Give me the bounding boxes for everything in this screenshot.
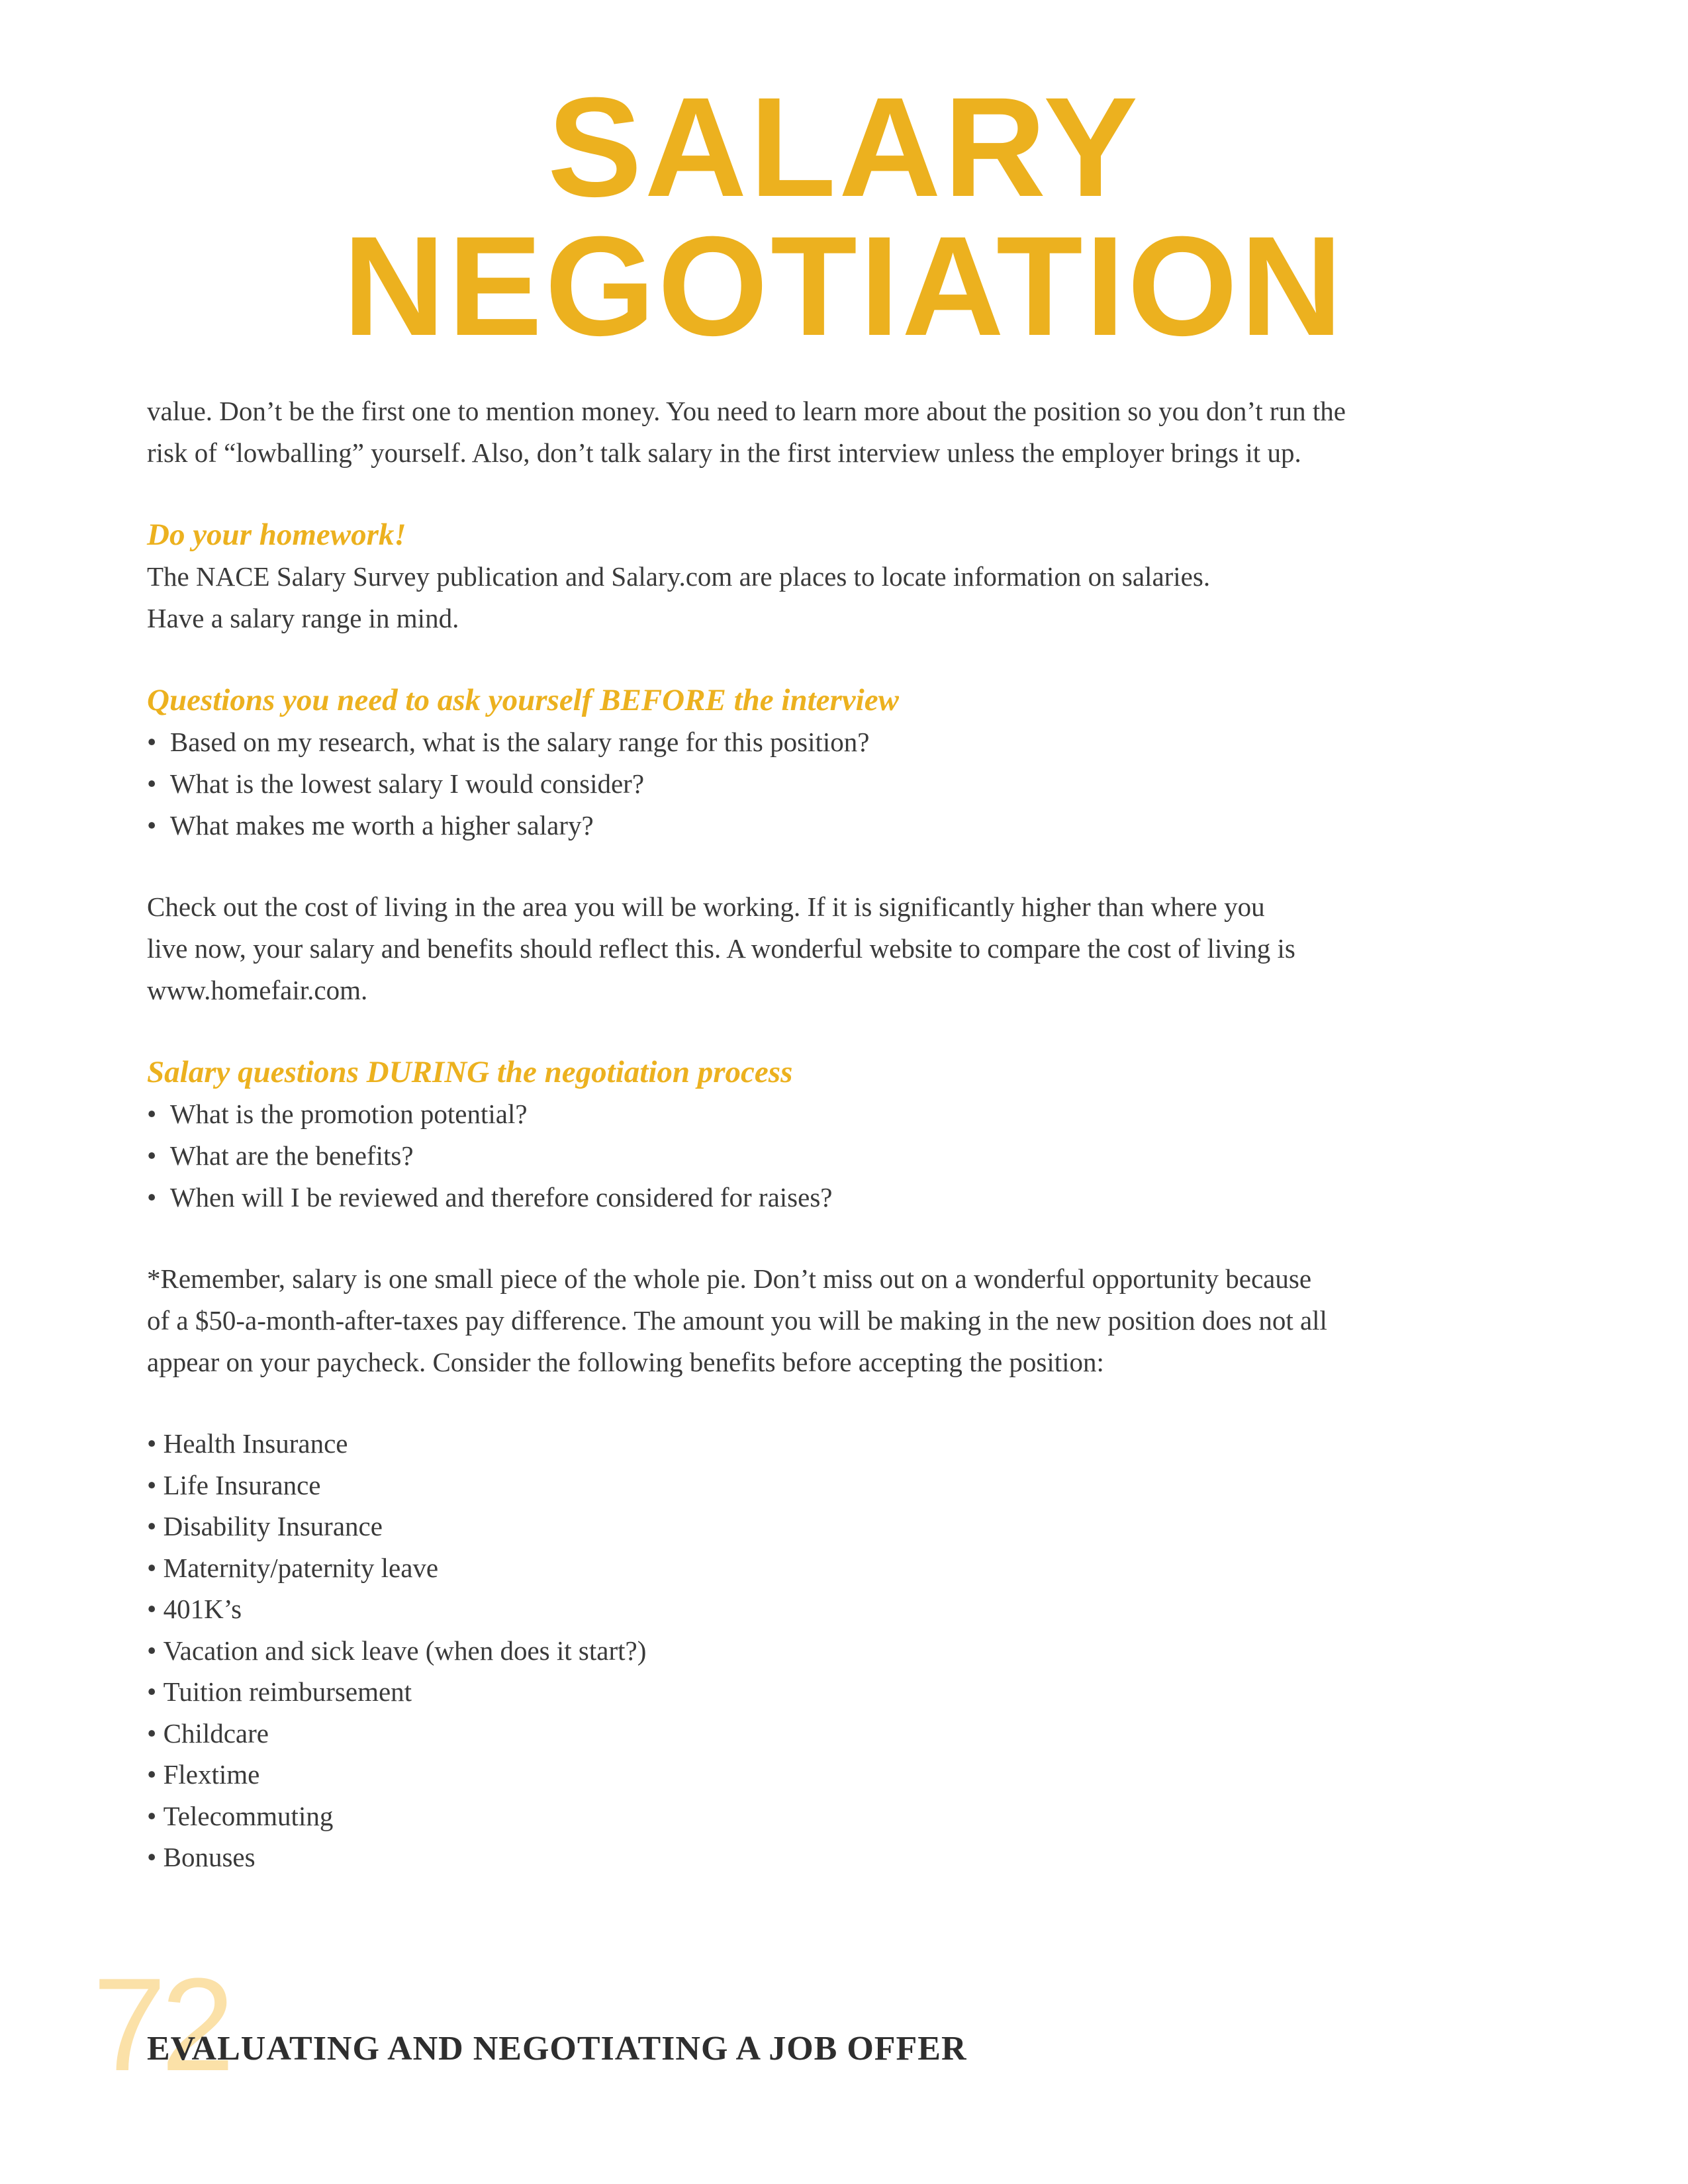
before-interview-list (147, 721, 1557, 846)
homework-line-1: The NACE Salary Survey publication and Salary.com are places to locate information on salaries. (147, 561, 1211, 592)
benefit-item: • Telecommuting (147, 1796, 1557, 1837)
benefits-list (147, 1423, 1557, 1878)
spacer (147, 1383, 1557, 1423)
list-item: • When will I be reviewed and therefore considered for raises? (147, 1177, 1557, 1218)
list-item: • What is the promotion potential? (147, 1093, 1557, 1135)
page-title-line-1: SALARY (547, 68, 1141, 226)
section-footer-title: EVALUATING AND NEGOTIATING A JOB OFFER (147, 2030, 967, 2068)
intro-line-2: risk of “lowballing” yourself. Also, don’t talk salary in the first interview unless the employer brings it up. (147, 437, 1301, 468)
benefit-item: • Life Insurance (147, 1465, 1557, 1506)
spacer (147, 474, 1557, 514)
remember-line-3: appear on your paycheck. Consider the following benefits before accepting the position: (147, 1347, 1104, 1377)
remember-section (147, 1258, 1557, 1383)
homework-section (147, 514, 1557, 639)
cost-of-living-section (147, 886, 1557, 1011)
page-title-line-2: NEGOTIATION (342, 207, 1346, 365)
cost-of-living-line-3: www.homefair.com. (147, 975, 368, 1005)
during-negotiation-section (147, 1051, 1557, 1218)
spacer (147, 846, 1557, 886)
cost-of-living-line-2: live now, your salary and benefits should reflect this. A wonderful website to compare the cost of living is (147, 933, 1295, 964)
homework-line-2: Have a salary range in mind. (147, 603, 459, 633)
intro-line-1: value. Don’t be the first one to mention money. You need to learn more about the position so you don’t run the (147, 396, 1346, 426)
list-item: • What makes me worth a higher salary? (147, 805, 1557, 846)
spacer (147, 1218, 1557, 1258)
benefit-item: • Disability Insurance (147, 1506, 1557, 1547)
list-item: • What are the benefits? (147, 1135, 1557, 1177)
benefit-item: • Vacation and sick leave (when does it start?) (147, 1630, 1557, 1672)
benefit-item: • Maternity/paternity leave (147, 1547, 1557, 1589)
spacer (147, 1011, 1557, 1051)
list-item: • What is the lowest salary I would consider? (147, 763, 1557, 805)
benefit-item: • Health Insurance (147, 1423, 1557, 1465)
page-number: 72 (93, 1951, 230, 2099)
benefit-item: • Childcare (147, 1713, 1557, 1754)
intro-section (147, 390, 1557, 474)
page-title (0, 68, 1688, 365)
during-negotiation-heading: Salary questions DURING the negotiation process (147, 1055, 793, 1089)
before-interview-section (147, 679, 1557, 846)
benefit-item: • Tuition reimbursement (147, 1671, 1557, 1713)
benefit-item: • Bonuses (147, 1837, 1557, 1878)
spacer (147, 639, 1557, 679)
main-content (147, 390, 1557, 1878)
benefit-item: • Flextime (147, 1754, 1557, 1796)
benefit-item: • 401K’s (147, 1588, 1557, 1630)
during-negotiation-list (147, 1093, 1557, 1218)
homework-heading: Do your homework! (147, 518, 406, 552)
cost-of-living-line-1: Check out the cost of living in the area you will be working. If it is significantly higher than where you (147, 891, 1265, 922)
remember-line-2: of a $50-a-month-after-taxes pay difference. The amount you will be making in the new position does not all (147, 1305, 1327, 1336)
remember-line-1: *Remember, salary is one small piece of the whole pie. Don’t miss out on a wonderful opportunity because (147, 1263, 1312, 1294)
list-item: • Based on my research, what is the salary range for this position? (147, 721, 1557, 763)
before-interview-heading: Questions you need to ask yourself BEFORE the interview (147, 683, 899, 717)
